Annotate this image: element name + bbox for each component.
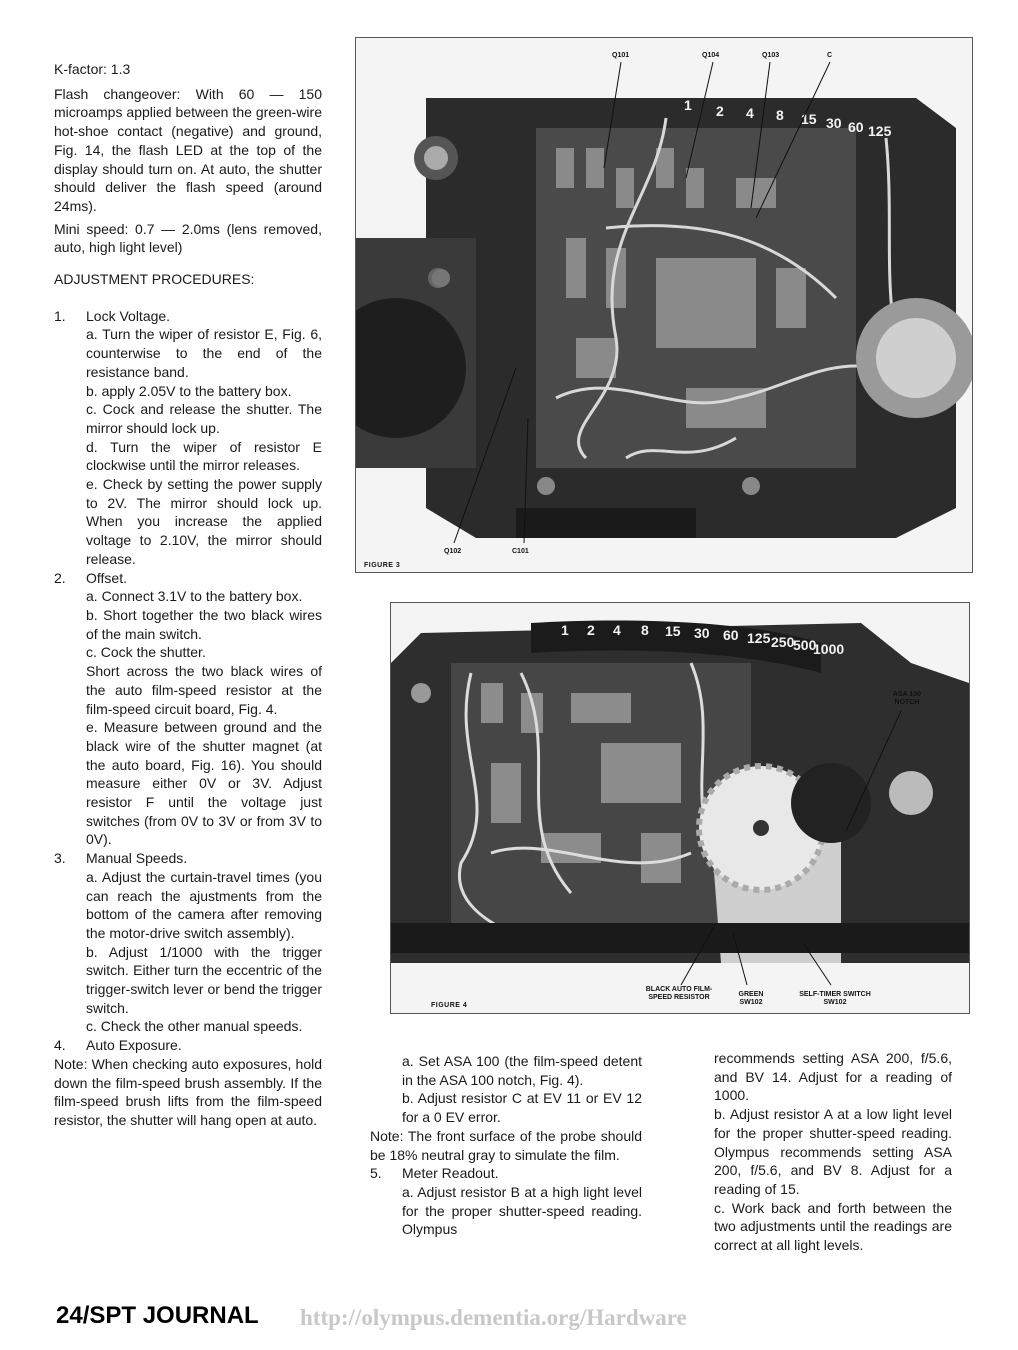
item-number: 2. [54, 569, 66, 586]
dial-number: 8 [776, 107, 784, 123]
right-column [714, 1049, 952, 1255]
step: b. Adjust 1/1000 with the trigger switch. Either turn the eccentric of the trigger-switch lever or bend the trigger switch. [86, 943, 322, 1016]
step: c. Cock and release the shutter. The mirror should lock up. [86, 401, 322, 436]
item-title: Auto Exposure. [86, 1037, 182, 1054]
item-title: Meter Readout. [402, 1165, 499, 1182]
procedure-item [370, 1164, 642, 1239]
meter-step-b: b. Adjust resistor A at a low light level for the proper shutter-speed reading. Olympus recommends setting ASA 200, f/5.6, and BV 8. Adjust for a reading of 15. [714, 1106, 952, 1197]
dial-number: 4 [613, 622, 621, 638]
label-c: C [827, 52, 833, 59]
asa-step-a: a. Set ASA 100 (the film-speed detent in the ASA 100 notch, Fig. 4). [402, 1053, 642, 1088]
label-q103: Q103 [762, 52, 780, 59]
label-q102: Q102 [444, 548, 462, 555]
item-number: 5. [370, 1165, 382, 1182]
k-factor: K-factor: 1.3 [54, 61, 131, 77]
label-black-resistor: BLACK AUTO FILM-SPEED RESISTOR [645, 986, 713, 1001]
dial-number: 2 [587, 622, 595, 638]
dial-number: 15 [665, 623, 681, 639]
step: b. Short together the two black wires of the main switch. [86, 606, 322, 642]
figure-4-illustration [391, 603, 969, 1013]
step: c. Cock the shutter. [86, 644, 206, 661]
dial-number: 60 [723, 627, 739, 643]
dial-number: 60 [848, 119, 864, 135]
watermark-url: http://olympus.dementia.org/Hardware [300, 1305, 687, 1330]
procedure-item [54, 307, 322, 569]
dial-number: 250 [771, 634, 795, 650]
dial-number: 125 [747, 630, 771, 646]
figure-3-photo [355, 37, 973, 573]
step: a. Adjust the curtain-travel times (you can reach the ajustments from the bottom of the camera after removing the motor-drive switch assembly). [86, 868, 322, 941]
item-number: 1. [54, 307, 66, 324]
dial-number: 125 [868, 123, 892, 139]
journal-footer: 24/SPT JOURNAL [56, 1302, 259, 1329]
step: e. Measure between ground and the black wire of the shutter magnet (at the auto board, Fig. 16). You should measure either 0V or 3V. Adjust resistor F until the voltage just switches (from 0V to 3V or from 3V to 0V). [86, 719, 322, 848]
meter-step-a-cont: recommends setting ASA 200, f/5.6, and BV 14. Adjust for a reading of 1000. [714, 1050, 952, 1104]
meter-step-c: c. Work back and forth between the two adjustments until the readings are correct at all light levels. [714, 1199, 952, 1254]
step: a. Turn the wiper of resistor E, Fig. 6, counterwise to the end of the resistance band. [86, 326, 322, 380]
step: e. Check by setting the power supply to 2V. The mirror should lock up. When you increase the applied voltage to 2.10V, the mirror should release. [86, 476, 322, 567]
step: c. Check the other manual speeds. [86, 1018, 303, 1035]
auto-exposure-note: Note: When checking auto exposures, hold down the film-speed brush assembly. If the film-speed brush lifts from the film-speed resistor, the shutter will hang open at auto. [54, 1055, 322, 1128]
item-number: 4. [54, 1037, 66, 1054]
figure-4-caption: FIGURE 4 [431, 1002, 468, 1009]
step: a. Adjust resistor B at a high light level for the proper shutter-speed reading. Olympus [402, 1183, 642, 1238]
figure-3-caption: FIGURE 3 [364, 562, 401, 569]
dial-number: 1000 [813, 641, 845, 657]
procedure-item [54, 569, 322, 850]
label-c101: C101 [512, 548, 529, 555]
label-q101: Q101 [612, 52, 630, 59]
item-title: Lock Voltage. [86, 307, 171, 324]
item-title: Manual Speeds. [86, 850, 188, 867]
asa-step-b: b. Adjust resistor C at EV 11 or EV 12 for a 0 EV error. [402, 1090, 642, 1126]
adjustment-heading: ADJUSTMENT PROCEDURES: [54, 271, 255, 288]
step: b. apply 2.05V to the battery box. [86, 382, 292, 399]
step: a. Connect 3.1V to the battery box. [86, 588, 303, 605]
item-title: Offset. [86, 569, 127, 586]
procedure-item [54, 849, 322, 1036]
dial-number: 1 [561, 622, 569, 638]
dial-number: 1 [684, 97, 692, 113]
left-column [54, 60, 322, 1130]
dial-number: 500 [793, 637, 817, 653]
step: Short across the two black wires of the auto film-speed resistor at the film-speed circuit board, Fig. 4. [86, 663, 322, 717]
figure-3-illustration [356, 38, 972, 572]
middle-column [370, 1052, 642, 1239]
dial-number: 2 [716, 103, 724, 119]
dial-number: 30 [694, 625, 710, 641]
dial-number: 4 [746, 105, 754, 121]
mini-speed-text: Mini speed: 0.7 — 2.0ms (lens removed, auto, high light level) [54, 220, 322, 256]
label-self-timer: SELF-TIMER SWITCH SW102 [799, 991, 871, 1006]
label-green-sw102: GREEN SW102 [738, 991, 764, 1006]
figure-4-photo [390, 602, 970, 1014]
dial-number: 8 [641, 622, 649, 638]
flash-changeover-text: Flash changeover: With 60 — 150 microamps applied between the green-wire hot-shoe contact (negative) and ground, Fig. 14, the flash LED at the top of the display should turn on. At auto, the shutter should deliver the flash speed (around 24ms). [54, 85, 322, 214]
label-q104: Q104 [702, 52, 720, 59]
dial-number: 15 [801, 111, 817, 127]
dial-number: 30 [826, 115, 842, 131]
procedure-item [54, 1036, 322, 1055]
item-number: 3. [54, 850, 66, 867]
probe-note: Note: The front surface of the probe should be 18% neutral gray to simulate the film. [370, 1127, 642, 1163]
label-asa-100-notch: ASA 100 NOTCH [892, 691, 922, 706]
step: d. Turn the wiper of resistor E clockwise until the mirror releases. [86, 438, 322, 474]
